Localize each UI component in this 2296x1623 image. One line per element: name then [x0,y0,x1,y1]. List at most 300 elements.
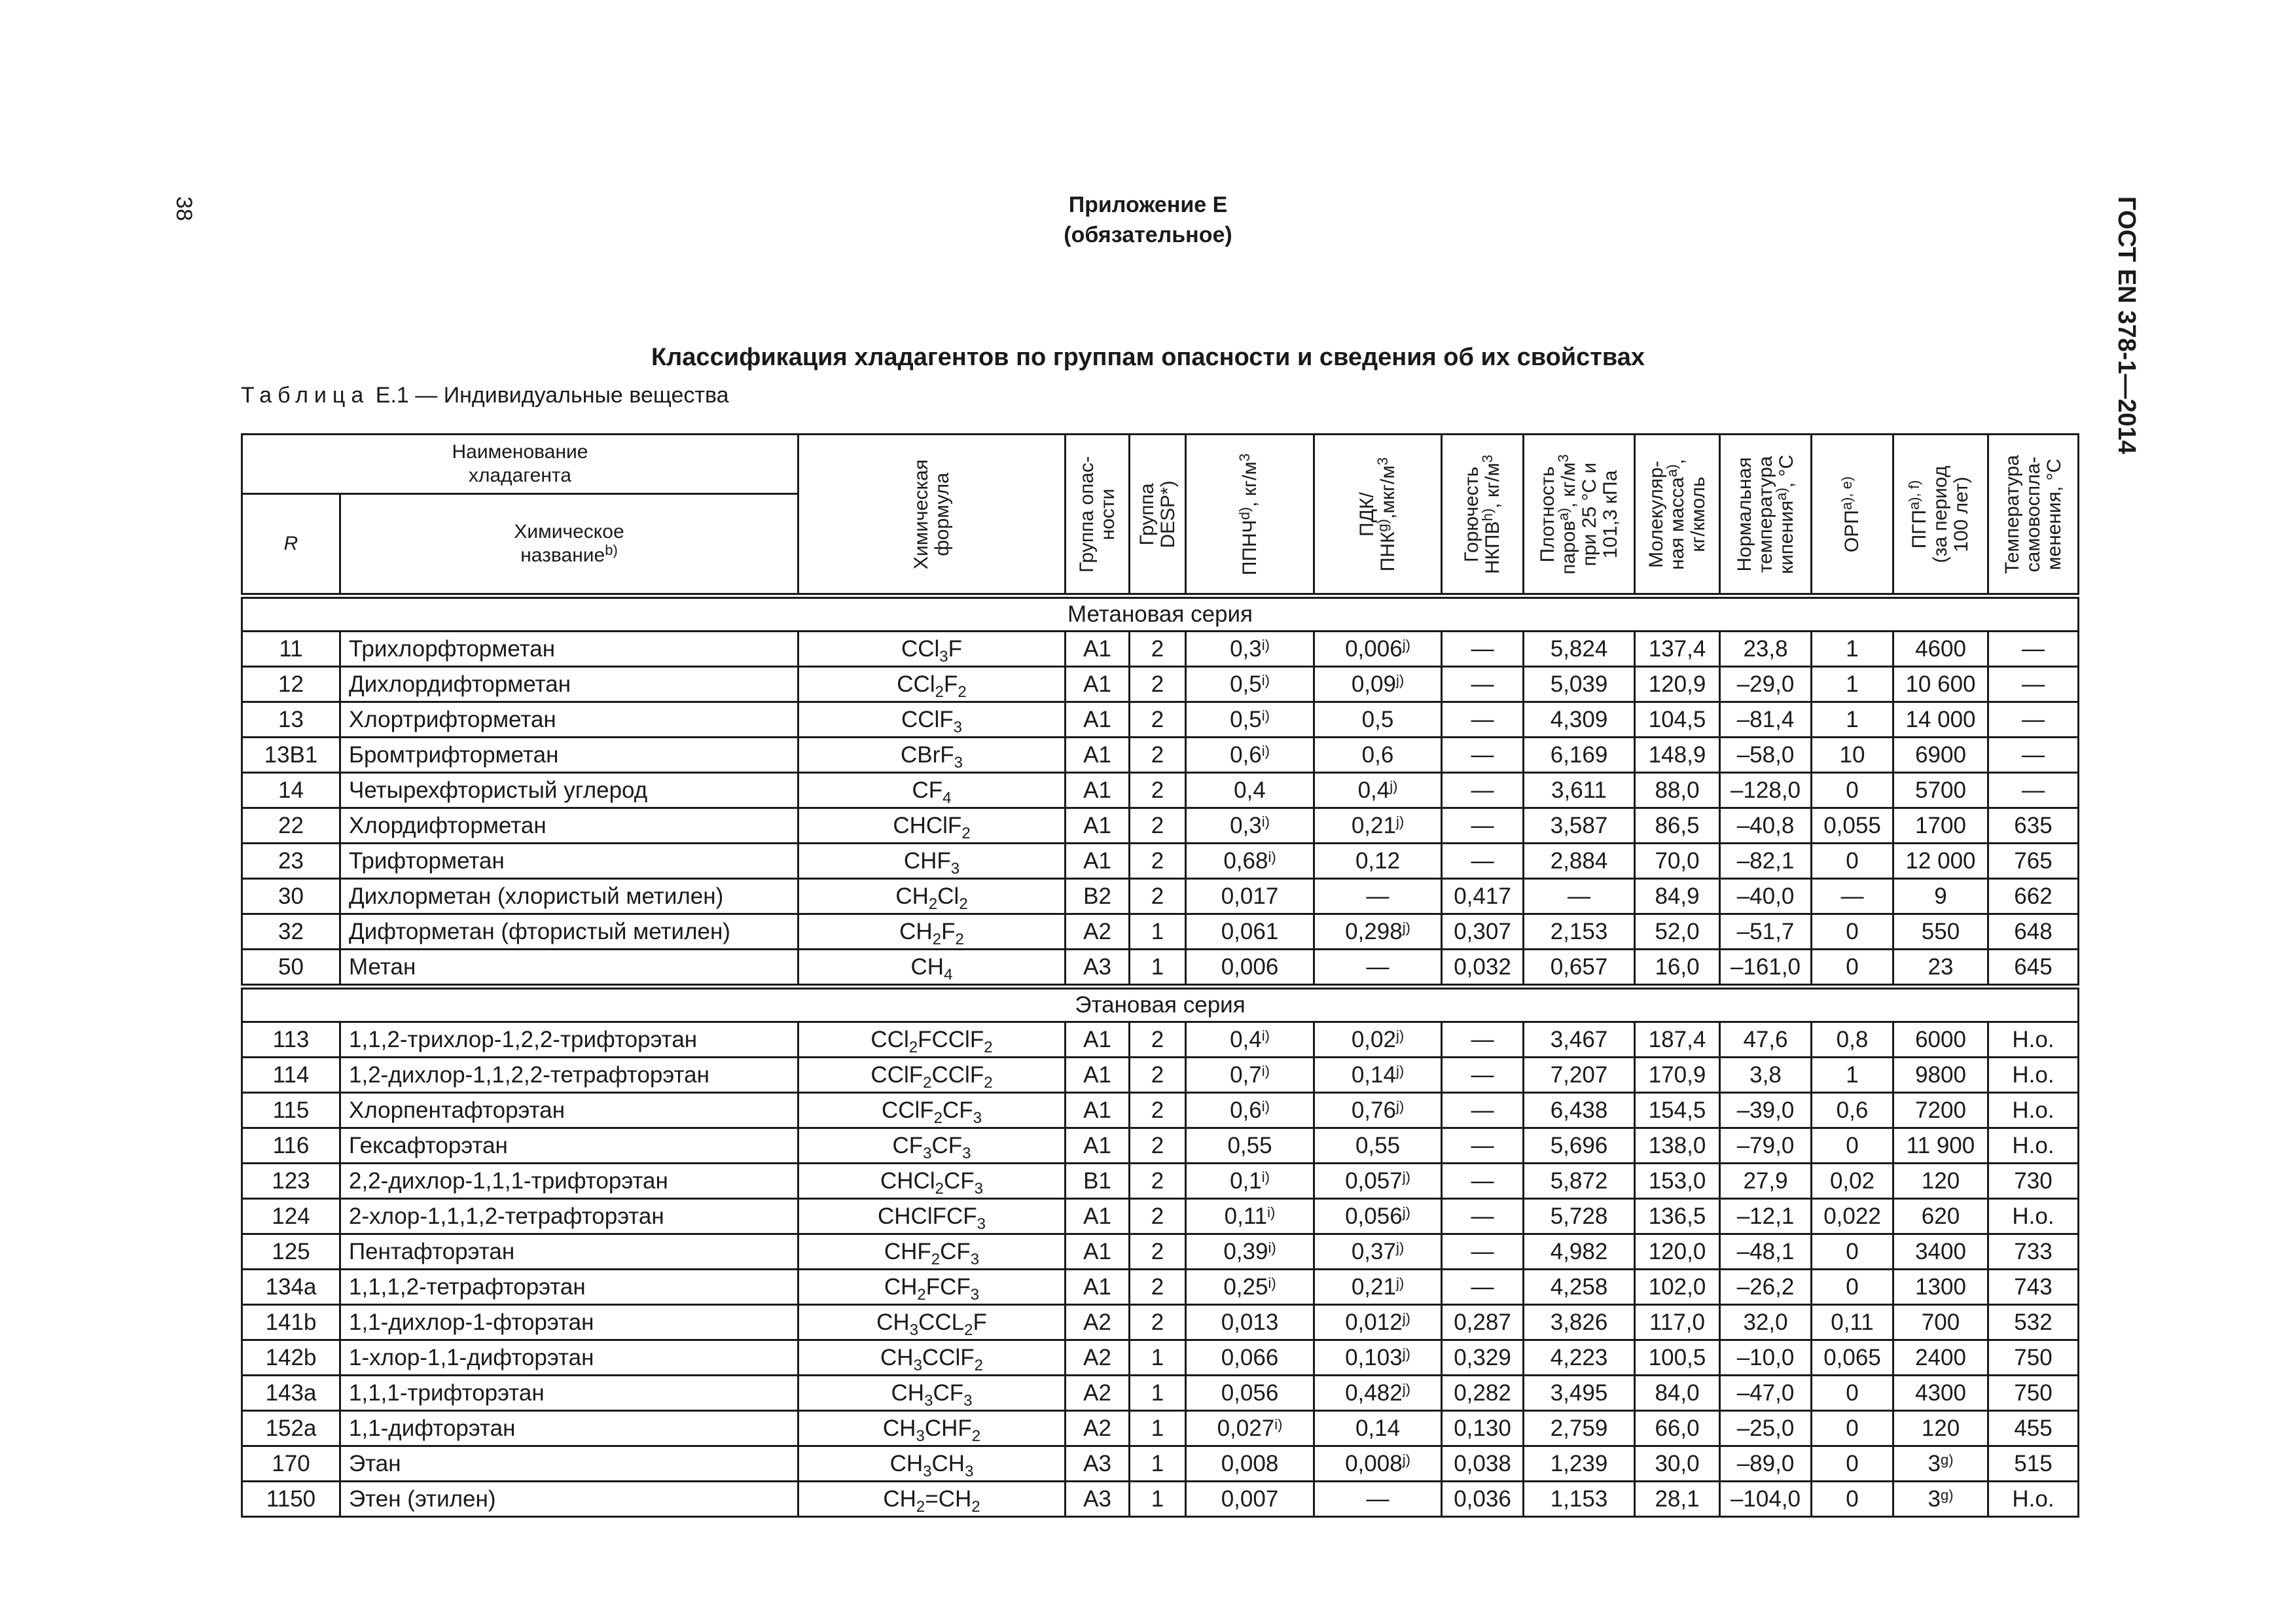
formula-part: CH [899,918,933,944]
cell-gwp-value: 1700 [1915,812,1966,838]
formula-part: CF [933,1380,964,1406]
cell-safety-group [1066,879,1130,914]
cell-pdk [1314,1234,1442,1270]
cell-r-value: 22 [278,812,304,838]
cell-r-value: 116 [272,1132,310,1158]
cell-r-value: 125 [272,1238,310,1264]
cell-odp-value: 1 [1846,671,1859,697]
formula-subscript: 3 [939,647,948,666]
cell-odp-value: 0 [1846,1415,1859,1441]
formula-part: CH [931,1450,965,1476]
cell-chemical-name [340,702,798,738]
cell-chemical-name [340,1340,798,1376]
cell-pdk-value: 0,103 [1345,1344,1403,1370]
cell-boiling-point-value: –104,0 [1730,1486,1801,1512]
cell-molar-mass-value: 120,9 [1648,671,1706,697]
cell-odp [1812,1199,1893,1234]
cell-r [242,1482,340,1517]
cell-flammability-value: — [1471,1238,1494,1264]
cell-pdk-note: j) [1402,1310,1410,1327]
cell-vapour-density-value: 3,495 [1550,1380,1608,1406]
header-chemical-name: Химическое название$^{b)}$ [340,494,798,596]
formula-subscript: 3 [973,1109,982,1127]
cell-boiling-point-value: –26,2 [1736,1274,1795,1300]
cell-gwp [1893,879,1988,914]
cell-chemical-name [340,1093,798,1128]
cell-ppnch-value: 0,017 [1221,883,1279,909]
cell-ppnch-value: 0,066 [1221,1344,1279,1370]
cell-odp [1812,1340,1893,1376]
cell-safety-group-value: A1 [1083,1203,1111,1229]
cell-r-value: 1150 [266,1486,316,1512]
cell-r-value: 114 [272,1061,310,1088]
cell-pdk [1314,1093,1442,1128]
cell-desp-group-value: 2 [1151,1026,1164,1052]
cell-boiling-point-value: –161,0 [1730,954,1801,980]
cell-autoignition [1988,632,2079,667]
cell-autoignition-value: Н.о. [2012,1486,2054,1512]
formula-subscript: 3 [923,1144,932,1162]
cell-vapour-density-value: 4,982 [1550,1238,1608,1264]
cell-pdk-note: j) [1402,1168,1410,1185]
cell-vapour-density [1524,808,1635,844]
cell-gwp-value: 700 [1921,1309,1960,1335]
cell-desp-group-value: 2 [1151,777,1164,803]
cell-flammability-value: — [1471,706,1494,732]
cell-flammability-value: 0,032 [1454,954,1511,980]
cell-flammability-value: 0,329 [1454,1344,1511,1370]
cell-flammability-value: 0,307 [1454,918,1511,944]
cell-flammability-value: — [1471,635,1494,662]
cell-odp [1812,773,1893,808]
cell-pdk [1314,1022,1442,1058]
cell-ppnch-note: i) [1261,636,1270,653]
table-row [242,914,2079,950]
cell-pdk [1314,1340,1442,1376]
cell-molar-mass [1635,879,1720,914]
formula-subscript: 3 [974,1179,983,1198]
cell-desp-group-value: 2 [1151,706,1164,732]
cell-autoignition [1988,1446,2079,1482]
formula-part: CH [883,1486,916,1512]
cell-desp-group [1130,1411,1186,1446]
cell-molar-mass [1635,632,1720,667]
cell-vapour-density-value: 0,657 [1550,954,1608,980]
cell-autoignition [1988,1058,2079,1093]
cell-flammability [1442,1199,1524,1234]
cell-gwp [1893,950,1988,987]
cell-chemical-name-value: 1,1-дихлор-1-фторэтан [349,1309,594,1335]
cell-vapour-density [1524,773,1635,808]
cell-chemical-name-value: 1-хлор-1,1-дифторэтан [349,1344,594,1370]
cell-autoignition [1988,1164,2079,1199]
cell-flammability-value: — [1471,1274,1494,1300]
cell-flammability-value: 0,417 [1454,883,1511,909]
cell-odp-value: 0,02 [1829,1168,1875,1194]
cell-vapour-density-value: 5,696 [1550,1132,1608,1158]
cell-safety-group-value: A1 [1083,1026,1111,1052]
cell-pdk-value: 0,14 [1355,1415,1401,1441]
cell-chemical-name-value: 1,1-дифторэтан [349,1415,516,1441]
cell-chemical-name [340,1305,798,1340]
cell-boiling-point [1720,1199,1812,1234]
cell-boiling-point [1720,1058,1812,1093]
cell-odp [1812,1305,1893,1340]
cell-ppnch [1186,1128,1314,1164]
cell-pdk [1314,1164,1442,1199]
cell-desp-group [1130,1128,1186,1164]
cell-chemical-name [340,950,798,987]
cell-ppnch-note: i) [1261,1097,1270,1115]
cell-safety-group-value: A1 [1083,1132,1111,1158]
cell-pdk-note: j) [1395,1239,1405,1256]
formula-subscript: 2 [923,1073,932,1092]
formula-subscript: 2 [928,895,938,913]
cell-formula [798,1058,1066,1093]
cell-molar-mass [1635,1411,1720,1446]
cell-pdk-value: 0,006 [1345,635,1403,662]
table-row [242,667,2079,702]
cell-ppnch-note: i) [1261,742,1270,759]
cell-chemical-name-value: Гексафторэтан [349,1132,508,1158]
formula-subscript: 2 [964,1321,973,1339]
formula-part: CCl [901,635,940,662]
cell-r [242,632,340,667]
cell-gwp-value: 9800 [1915,1061,1966,1088]
cell-autoignition [1988,1340,2079,1376]
cell-safety-group [1066,667,1130,702]
cell-flammability [1442,1376,1524,1411]
cell-r-value: 124 [272,1203,310,1229]
cell-flammability-value: 0,287 [1454,1309,1511,1335]
cell-safety-group-value: A2 [1083,1415,1111,1441]
formula-part: CF [892,1132,924,1158]
cell-molar-mass-value: 16,0 [1655,954,1700,980]
cell-chemical-name-value: Метан [349,954,416,980]
cell-chemical-name-value: Дихлорметан (хлористый метилен) [349,883,724,909]
cell-pdk-value: 0,4 [1357,777,1390,803]
cell-r-value: 13B1 [264,741,318,768]
formula-subscript: 3 [970,1285,980,1304]
formula-part: CCl [870,1026,909,1052]
cell-r [242,879,340,914]
cell-ppnch-note: i) [1261,1027,1270,1044]
cell-pdk [1314,1128,1442,1164]
cell-safety-group-value: A1 [1083,1061,1111,1088]
cell-r [242,1058,340,1093]
cell-chemical-name-value: Трихлорфторметан [349,635,556,662]
cell-safety-group [1066,1093,1130,1128]
cell-chemical-name [340,914,798,950]
cell-gwp [1893,808,1988,844]
cell-chemical-name-value: Хлордифторметан [349,812,547,838]
cell-gwp [1893,632,1988,667]
cell-vapour-density [1524,1058,1635,1093]
cell-flammability-value: — [1471,1026,1494,1052]
cell-pdk [1314,667,1442,702]
cell-boiling-point-value: –89,0 [1736,1450,1795,1476]
cell-vapour-density [1524,1164,1635,1199]
cell-gwp [1893,1128,1988,1164]
table-row [242,1305,2079,1340]
cell-autoignition-value: — [2022,777,2045,803]
cell-gwp [1893,1305,1988,1340]
header-autoignition: Температура самовоспла- менения, °С [1988,435,2079,596]
cell-gwp-value: 14 000 [1905,706,1976,732]
cell-molar-mass-value: 117,0 [1649,1309,1705,1335]
cell-ppnch-value: 0,5 [1230,706,1262,732]
cell-boiling-point-value: –40,8 [1736,812,1795,838]
cell-flammability [1442,1058,1524,1093]
cell-boiling-point-value: –51,7 [1736,918,1795,944]
cell-pdk-value: 0,02 [1351,1026,1396,1052]
cell-odp-value: 1 [1846,706,1859,732]
cell-ppnch [1186,914,1314,950]
cell-ppnch [1186,702,1314,738]
table-caption-prefix: Таблица [241,383,370,408]
cell-pdk-note: j) [1402,1451,1410,1468]
cell-pdk [1314,914,1442,950]
cell-gwp-value: 5700 [1915,777,1966,803]
appendix-title: Приложение Е [1068,192,1228,217]
cell-ppnch-note: i) [1261,671,1270,688]
cell-r-value: 12 [278,671,304,697]
cell-flammability-value: 0,282 [1454,1380,1511,1406]
cell-boiling-point-value: –47,0 [1736,1380,1795,1406]
cell-boiling-point-value: 3,8 [1749,1061,1782,1088]
cell-ppnch-value: 0,7 [1230,1061,1262,1088]
cell-boiling-point-value: 47,6 [1743,1026,1788,1052]
cell-formula [798,632,1066,667]
cell-vapour-density [1524,1234,1635,1270]
formula-part: CHClF [893,812,962,838]
cell-pdk [1314,702,1442,738]
cell-vapour-density-value: 4,223 [1550,1344,1608,1370]
cell-pdk [1314,1058,1442,1093]
cell-odp-value: 0 [1846,1274,1859,1300]
cell-pdk [1314,1482,1442,1517]
formula-subscript: 2 [935,1179,944,1198]
cell-ppnch [1186,1446,1314,1482]
cell-molar-mass-value: 28,1 [1655,1486,1700,1512]
cell-formula [798,1164,1066,1199]
cell-flammability [1442,1270,1524,1305]
cell-ppnch-note: i) [1267,1204,1276,1221]
formula-part: CH [889,1450,924,1476]
appendix-heading [0,190,2296,250]
cell-r [242,1022,340,1058]
cell-formula [798,1093,1066,1128]
cell-odp [1812,1411,1893,1446]
cell-r-value: 143a [265,1380,317,1406]
cell-desp-group-value: 2 [1151,1309,1164,1335]
cell-flammability [1442,1022,1524,1058]
cell-chemical-name-value: 1,2-дихлор-1,1,2,2-тетрафторэтан [349,1061,709,1088]
cell-autoignition-value: 532 [2014,1309,2053,1335]
cell-flammability [1442,632,1524,667]
cell-gwp [1893,1234,1988,1270]
cell-ppnch-note: i) [1261,1062,1270,1079]
formula-subscript: 2 [958,683,967,701]
formula-subscript: 3 [913,1356,922,1374]
formula-part: CCL [918,1309,965,1335]
header-odp: $ОРП^{a), e)}$ [1812,435,1893,596]
cell-gwp [1893,1376,1988,1411]
cell-autoignition-value: — [2022,741,2045,768]
cell-vapour-density [1524,1340,1635,1376]
cell-desp-group [1130,950,1186,987]
cell-r [242,914,340,950]
cell-safety-group [1066,808,1130,844]
cell-boiling-point-value: –128,0 [1730,777,1801,803]
cell-desp-group-value: 1 [1151,954,1164,980]
cell-ppnch [1186,1164,1314,1199]
cell-chemical-name [340,1022,798,1058]
cell-chemical-name [340,632,798,667]
cell-formula [798,1022,1066,1058]
cell-molar-mass [1635,773,1720,808]
cell-desp-group-value: 2 [1151,847,1164,874]
cell-pdk-note: j) [1395,1097,1405,1115]
cell-r-value: 115 [272,1097,310,1123]
formula-part: CH [876,1309,910,1335]
cell-boiling-point [1720,1340,1812,1376]
cell-formula [798,738,1066,773]
table-caption [241,383,729,408]
cell-vapour-density-value: 3,467 [1550,1026,1608,1052]
cell-odp [1812,1058,1893,1093]
cell-autoignition [1988,1093,2079,1128]
cell-ppnch-value: 0,1 [1230,1168,1262,1194]
formula-part: CF [943,1168,975,1194]
cell-molar-mass [1635,1482,1720,1517]
formula-part: CClF [870,1061,924,1088]
cell-pdk-value: 0,12 [1355,847,1401,874]
cell-odp-value: 0 [1846,1450,1859,1476]
cell-ppnch-note: i) [1274,1416,1283,1433]
cell-chemical-name [340,1199,798,1234]
cell-vapour-density [1524,879,1635,914]
cell-desp-group-value: 2 [1151,1203,1164,1229]
cell-boiling-point [1720,773,1812,808]
cell-vapour-density [1524,738,1635,773]
cell-r-value: 152a [265,1415,317,1441]
cell-safety-group-value: A1 [1083,812,1111,838]
cell-r [242,773,340,808]
cell-gwp-value: 12 000 [1905,847,1976,874]
cell-ppnch-value: 0,061 [1221,918,1279,944]
cell-autoignition [1988,1305,2079,1340]
cell-autoignition-value: 648 [2014,918,2053,944]
cell-ppnch [1186,1022,1314,1058]
header-boiling-point: Нормальная температура кипения$^{a)}$, °С [1720,435,1812,596]
header-refrigerant-name: Наименование хладагента [242,435,798,494]
cell-ppnch-note: i) [1261,1168,1270,1185]
cell-chemical-name-value: Бромтрифторметан [349,741,559,768]
cell-molar-mass [1635,1128,1720,1164]
cell-gwp [1893,1411,1988,1446]
cell-chemical-name [340,1234,798,1270]
cell-formula [798,1199,1066,1234]
cell-desp-group-value: 1 [1151,1486,1164,1512]
cell-desp-group-value: 1 [1151,1415,1164,1441]
cell-molar-mass-value: 187,4 [1648,1026,1706,1052]
cell-r [242,844,340,879]
cell-chemical-name-value: Дихлордифторметан [349,671,571,697]
cell-boiling-point-value: 23,8 [1743,635,1788,662]
cell-odp-value: 0 [1846,1486,1859,1512]
cell-flammability [1442,773,1524,808]
cell-ppnch [1186,1270,1314,1305]
cell-pdk [1314,808,1442,844]
cell-odp [1812,950,1893,987]
cell-boiling-point [1720,1022,1812,1058]
cell-r-value: 23 [278,847,304,874]
cell-autoignition [1988,950,2079,987]
cell-ppnch [1186,808,1314,844]
cell-boiling-point-value: –29,0 [1736,671,1795,697]
cell-safety-group [1066,914,1130,950]
formula-part: CH [895,883,929,909]
cell-gwp-value: 9 [1934,883,1947,909]
cell-gwp [1893,1058,1988,1093]
cell-r [242,1446,340,1482]
cell-flammability [1442,702,1524,738]
cell-molar-mass-value: 153,0 [1648,1168,1706,1194]
cell-gwp-value: 4300 [1915,1380,1966,1406]
cell-gwp [1893,1340,1988,1376]
cell-flammability [1442,808,1524,844]
cell-autoignition-value: — [2022,635,2045,662]
cell-vapour-density-value: 2,153 [1550,918,1608,944]
cell-odp [1812,632,1893,667]
cell-chemical-name-value: Этен (этилен) [349,1486,496,1512]
cell-r [242,1199,340,1234]
cell-flammability-value: — [1471,741,1494,768]
table-row [242,1446,2079,1482]
cell-formula [798,702,1066,738]
formula-part: CHCl [880,1168,935,1194]
cell-desp-group [1130,738,1186,773]
cell-ppnch [1186,1305,1314,1340]
cell-vapour-density-value: 4,258 [1550,1274,1608,1300]
cell-boiling-point-value: 32,0 [1743,1309,1788,1335]
cell-flammability [1442,667,1524,702]
cell-autoignition [1988,1411,2079,1446]
cell-autoignition-value: — [2022,706,2045,732]
cell-molar-mass-value: 120,0 [1648,1238,1706,1264]
cell-chemical-name [340,1270,798,1305]
cell-safety-group [1066,950,1130,987]
cell-formula [798,1446,1066,1482]
cell-autoignition-value: 730 [2014,1168,2053,1194]
cell-ppnch [1186,844,1314,879]
cell-odp [1812,1128,1893,1164]
cell-ppnch-value: 0,056 [1221,1380,1279,1406]
cell-autoignition-value: Н.о. [2012,1132,2054,1158]
cell-pdk-value: — [1366,883,1390,909]
cell-desp-group-value: 2 [1151,741,1164,768]
cell-odp-value: 0 [1846,954,1859,980]
formula-subscript: 3 [909,1321,919,1339]
formula-subscript: 2 [933,1109,943,1127]
formula-part: FCClF [918,1026,984,1052]
cell-odp-value: 0,8 [1836,1026,1869,1052]
cell-safety-group-value: A1 [1083,635,1111,662]
cell-molar-mass [1635,1234,1720,1270]
cell-ppnch-value: 0,55 [1227,1132,1272,1158]
cell-boiling-point-value: 27,9 [1743,1168,1788,1194]
